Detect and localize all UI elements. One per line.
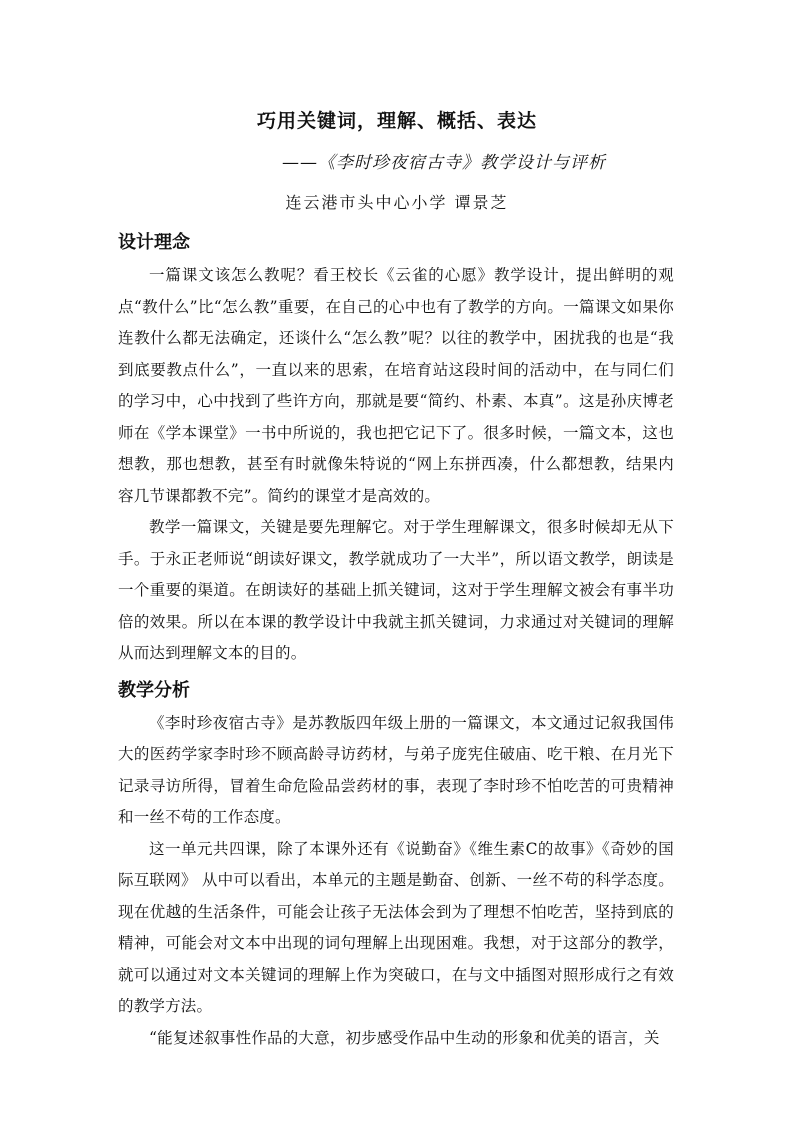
document-subtitle: ——《李时珍夜宿古寺》教学设计与评析 [282, 153, 606, 173]
document-author: 连云港市头中心小学 谭景芝 [285, 193, 509, 212]
document-title: 巧用关键词，理解、概括、表达 [256, 110, 537, 132]
paragraph: 《李时珍夜宿古寺》是苏教版四年级上册的一篇课文，本文通过记叙我国伟大的医药学家李时珍不顾高龄寻访药材，与弟子庞宪住破庙、吃干粮、在月光下记录寻访所得，冒着生命危险品尝药材的事，表现了李时珍不怕吃苦的可贵精神和一丝不苟的工作态度。 [118, 713, 674, 826]
paragraph: “能复述叙事性作品的大意，初步感受作品中生动的形象和优美的语言，关 [149, 1028, 660, 1047]
paragraph: 一篇课文该怎么教呢？看王校长《云雀的心愿》教学设计，提出鲜明的观点“教什么”比“怎么教”重要，在自己的心中也有了教学的方向。一篇课文如果你连教什么都无法确定，还谈什么“怎么教”呢？以往的教学中，困扰我的也是“我到底要教点什么”，一直以来的思索，在培育站这段时间的活动中，在与同仁们的学习中，心中找到了些许方向，那就是要“简约、朴素、本真”。这是孙庆博老师在《学本课堂》一书中所说的，我也把它记下了。很多时候，一篇文本，这也想教，那也想教，甚至有时就像朱特说的“网上东拼西凑，什么都想教，结果内容几节课都教不完”。简约的课堂才是高效的。 [118, 266, 674, 505]
document-body [118, 222, 674, 1054]
paragraph: 这一单元共四课，除了本课外还有《说勤奋》《维生素C的故事》《奇妙的国际互联网》 从中可以看出，本单元的主题是勤奋、创新、一丝不苟的科学态度。现在优越的生活条件，可能会让孩子无法体会到为了理想不怕吃苦，坚持到底的精神，可能会对文本中出现的词句理解上出现困难。我想，对于这部分的教学，就可以通过对文本关键词的理解上作为突破口，在与文中插图对照形成行之有效的教学方法。 [118, 839, 674, 1015]
section-design-concept [118, 230, 674, 670]
section-teaching-analysis [118, 678, 674, 1055]
paragraph: 教学一篇课文，关键是要先理解它。对于学生理解课文，很多时候却无从下手。于永正老师说“朗读好课文，教学就成功了一大半”，所以语文教学，朗读是一个重要的渠道。在朗读好的基础上抓关键词，这对于学生理解文被会有事半功倍的效果。所以在本课的教学设计中我就主抓关键词，力求通过对关键词的理解从而达到理解文本的目的。 [118, 518, 674, 662]
section-heading: 教学分析 [118, 679, 190, 701]
section-heading: 设计理念 [118, 232, 190, 253]
